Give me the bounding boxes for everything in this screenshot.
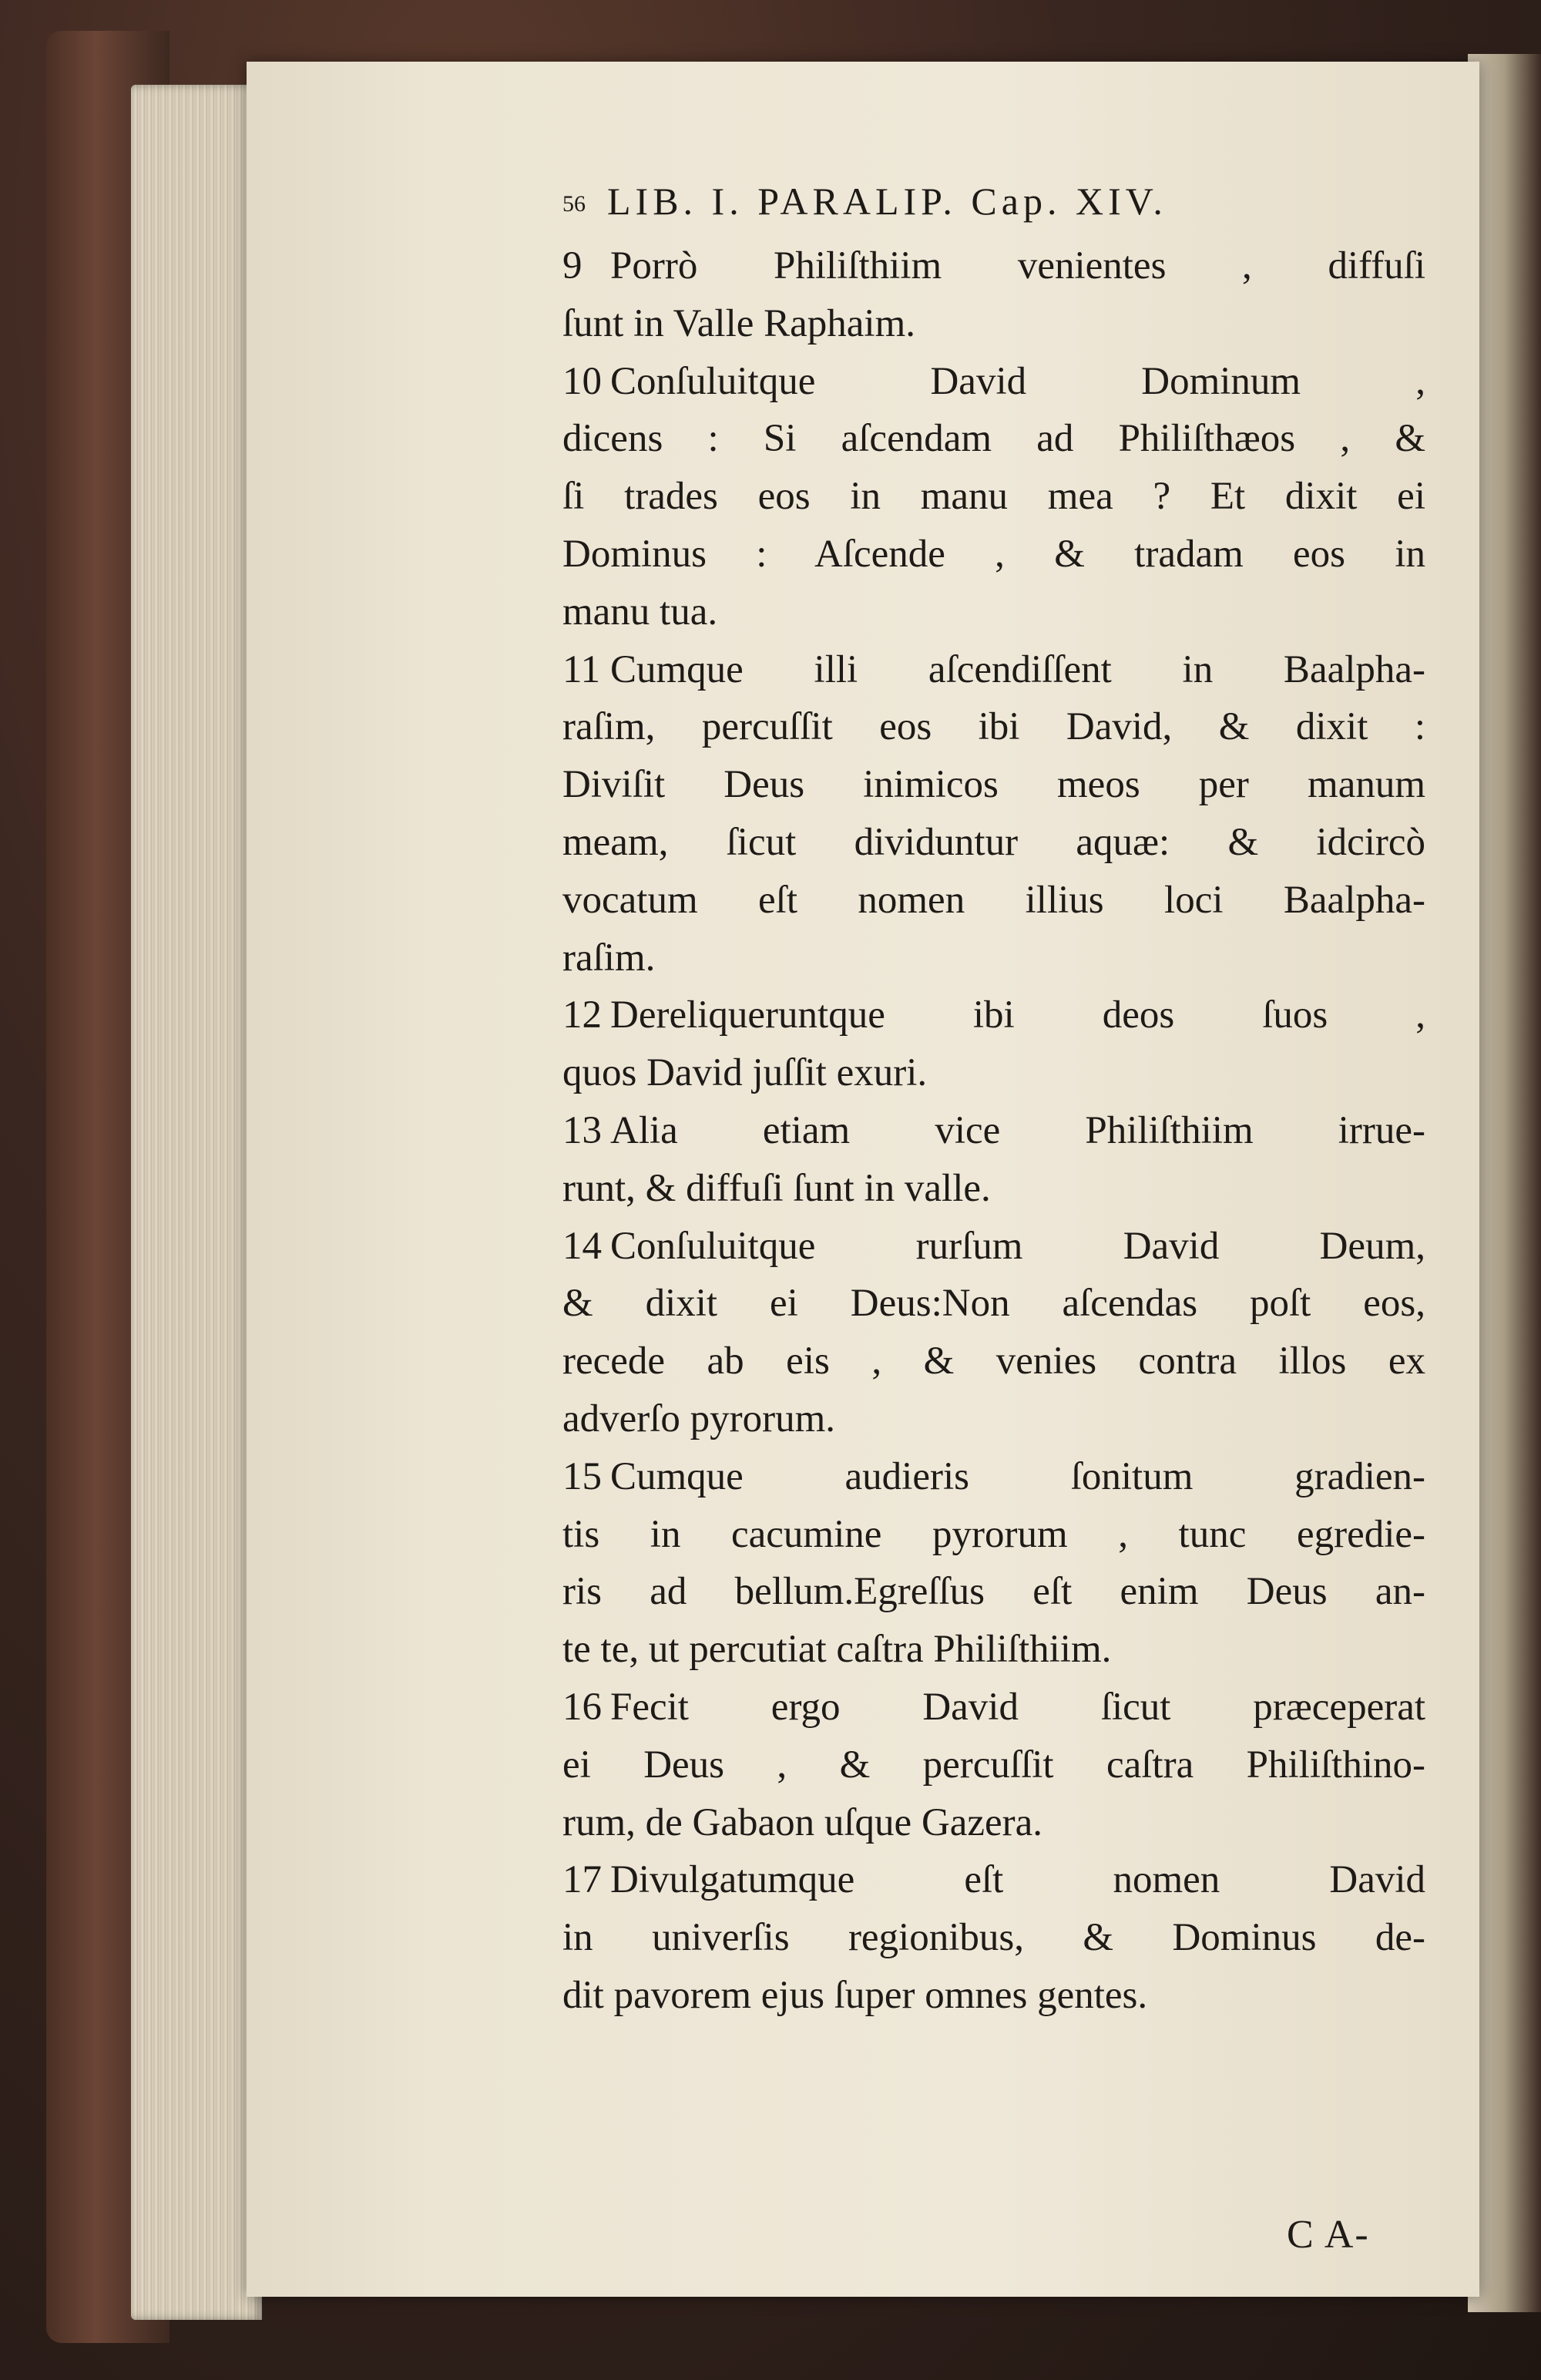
verse-number: 9 xyxy=(562,244,582,287)
line-text: Cumque illi aſcendiſſent in Baalpha- xyxy=(610,647,1425,691)
verse-number: 13 xyxy=(562,1108,602,1152)
text-line xyxy=(562,468,1425,526)
text-line xyxy=(562,814,1425,872)
line-text: ſi trades eos in manu mea ? Et dixit ei xyxy=(562,475,1425,519)
line-text: ei Deus , & percuſſit caſtra Philiſthino- xyxy=(562,1743,1425,1787)
verse-number: 11 xyxy=(562,647,601,691)
line-text: vocatum eſt nomen illius loci Baalpha- xyxy=(562,878,1425,922)
text-line xyxy=(562,1160,1425,1218)
verse-number: 14 xyxy=(562,1224,602,1268)
line-text: runt, & diffuſi ſunt in valle. xyxy=(562,1166,991,1210)
line-text: tis in cacumine pyrorum , tunc egredie- xyxy=(562,1512,1425,1556)
text-line xyxy=(562,1851,1425,1909)
text-line xyxy=(562,1736,1425,1794)
line-text: ſunt in Valle Raphaim. xyxy=(562,301,916,345)
line-text: adverſo pyrorum. xyxy=(562,1397,836,1440)
line-text: Dominus : Aſcende , & tradam eos in xyxy=(562,532,1425,576)
text-line xyxy=(562,1967,1425,2025)
line-text: Fecit ergo David ſicut præceperat xyxy=(610,1685,1425,1729)
line-text: Alia etiam vice Philiſthiim irrue- xyxy=(610,1108,1425,1152)
text-line xyxy=(562,237,1425,295)
line-text: Dereliqueruntque ibi deos ſuos , xyxy=(610,993,1425,1037)
line-text: in univerſis regionibus, & Dominus de- xyxy=(562,1916,1425,1960)
text-line xyxy=(562,698,1425,756)
line-text: dicens : Si aſcendam ad Philiſthæos , & xyxy=(562,417,1425,461)
text-line xyxy=(562,1390,1425,1448)
text-line xyxy=(562,410,1425,468)
verse-number: 15 xyxy=(562,1454,602,1498)
text-line xyxy=(562,641,1425,699)
text-line xyxy=(562,1563,1425,1621)
verse-lines xyxy=(562,237,1425,2025)
running-title: LIB. I. PARALIP. Cap. XIV. xyxy=(607,180,1167,223)
line-text: dit pavorem ejus ſuper omnes gentes. xyxy=(562,1973,1148,2017)
verse-number: 17 xyxy=(562,1858,602,1902)
text-line xyxy=(562,1218,1425,1276)
text-line xyxy=(562,295,1425,353)
line-text: quos David juſſit exuri. xyxy=(562,1051,928,1095)
line-text: meam, ſicut dividuntur aquæ: & idcircò xyxy=(562,820,1425,864)
text-line xyxy=(562,1448,1425,1506)
verse-number: 16 xyxy=(562,1685,602,1729)
text-line xyxy=(562,1044,1425,1102)
text-line xyxy=(562,1621,1425,1679)
line-text: recede ab eis , & venies contra illos ex xyxy=(562,1340,1425,1383)
line-text: Cumque audieris ſonitum gradien- xyxy=(610,1454,1425,1498)
line-text: Conſuluitque David Dominum , xyxy=(610,359,1425,403)
line-text: Diviſit Deus inimicos meos per manum xyxy=(562,763,1425,807)
text-line xyxy=(562,1909,1425,1967)
line-text: ris ad bellum.Egreſſus eſt enim Deus an- xyxy=(562,1570,1425,1614)
line-text: Conſuluitque rurſum David Deum, xyxy=(610,1224,1425,1268)
line-text: raſim, percuſſit eos ibi David, & dixit : xyxy=(562,705,1425,749)
text-line xyxy=(562,872,1425,929)
text-line xyxy=(562,929,1425,987)
text-line xyxy=(562,756,1425,814)
text-line xyxy=(562,526,1425,583)
text-line xyxy=(562,583,1425,641)
text-line xyxy=(562,987,1425,1044)
text-line xyxy=(562,353,1425,411)
verse-number: 10 xyxy=(562,359,602,403)
line-text: & dixit ei Deus:Non aſcendas poſt eos, xyxy=(562,1282,1425,1326)
text-line xyxy=(562,1506,1425,1564)
text-line xyxy=(562,1333,1425,1390)
page-stack-edges xyxy=(131,85,262,2320)
text-line xyxy=(562,1794,1425,1852)
running-header xyxy=(562,168,1425,237)
line-text: Porrò Philiſthiim venientes , diffuſi xyxy=(610,244,1425,287)
page-text xyxy=(562,168,1425,2025)
line-text: Divulgatumque eſt nomen David xyxy=(610,1858,1425,1902)
line-text: manu tua. xyxy=(562,590,718,634)
text-line xyxy=(562,1102,1425,1160)
line-text: te te, ut percutiat caſtra Philiſthiim. xyxy=(562,1628,1112,1672)
catchword: C A- xyxy=(1287,2213,1370,2257)
page-number: 56 xyxy=(562,191,586,217)
text-line xyxy=(562,1275,1425,1333)
text-line xyxy=(562,1679,1425,1736)
line-text: rum, de Gabaon uſque Gazera. xyxy=(562,1800,1043,1844)
line-text: raſim. xyxy=(562,936,656,980)
verse-number: 12 xyxy=(562,993,602,1037)
